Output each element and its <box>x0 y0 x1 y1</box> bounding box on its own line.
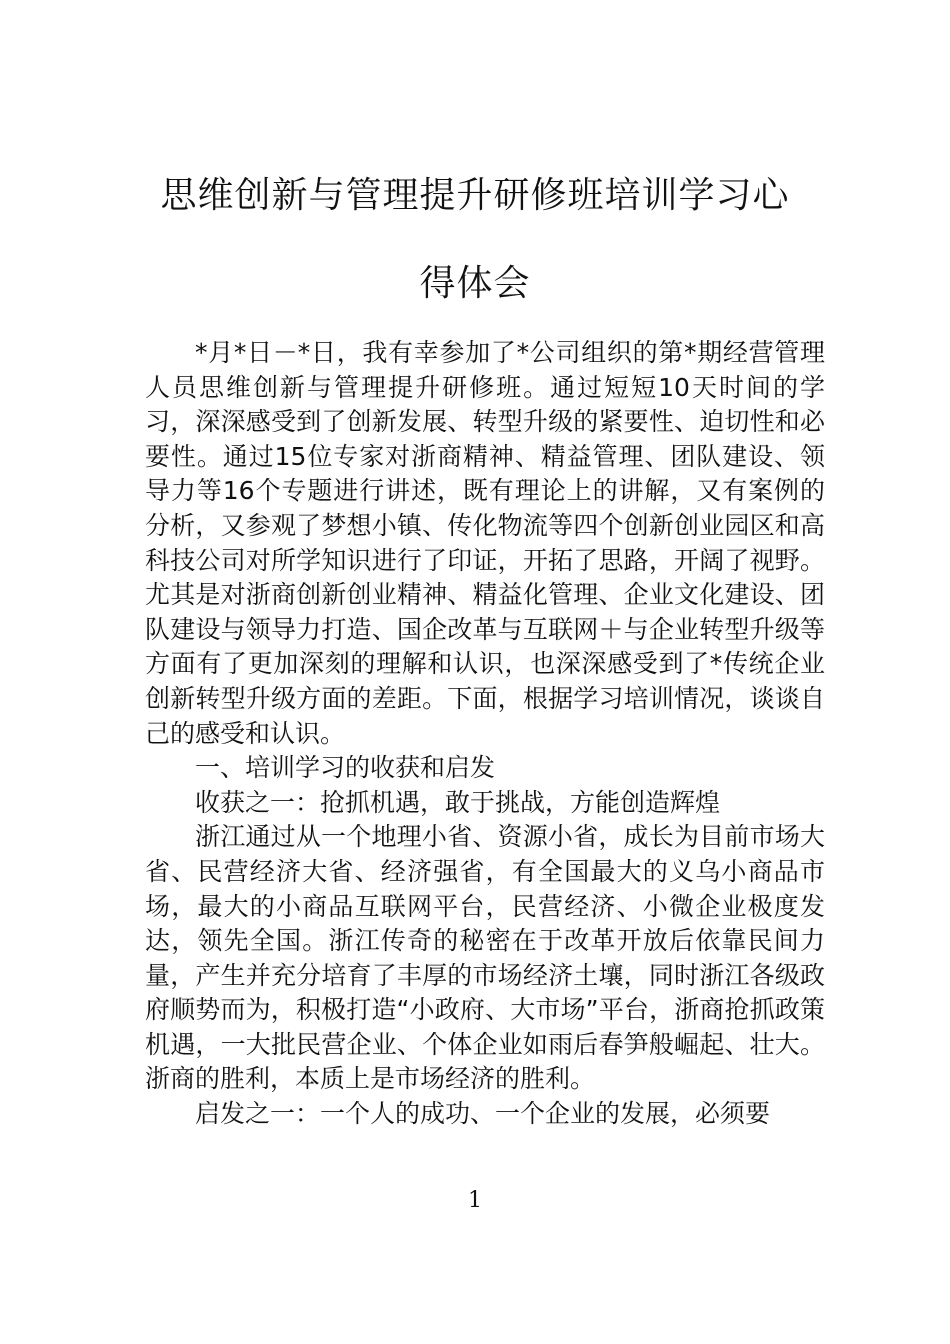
page-number: 1 <box>468 1188 482 1213</box>
subheading-gain-1: 收获之一：抢抓机遇，敢于挑战，方能创造辉煌 <box>195 787 721 817</box>
section-heading: 一、培训学习的收获和启发 <box>195 753 496 783</box>
intro-paragraph: *月*日－*日，我有幸参加了*公司组织的第*期经营管理人员思维创新与管理提升研修班。通过短短10天时间的学习，深深感受到了创新发展、转型升级的紧要性、迫切性和必要性。通过15位专家对浙商精神、精益管理、团队建设、领导力等16个专题进行讲述，既有理论上的讲解，又有案例的分析，又参观了梦想小镇、传化物流等四个创新创业园区和高科技公司对所学知识进行了印证，开拓了思路，开阔了视野。尤其是对浙商创新创业精神、精益化管理、企业文化建设、团队建设与领导力打造、国企改革与互联网＋与企业转型升级等方面有了更加深刻的理解和认识，也深深感受到了*传统企业创新转型升级方面的差距。下面，根据学习培训情况，谈谈自己的感受和认识。 <box>145 338 825 748</box>
subheading-insight-1: 启发之一：一个人的成功、一个企业的发展，必须要 <box>195 1099 771 1129</box>
body-paragraph: 浙江通过从一个地理小省、资源小省，成长为目前市场大省、民营经济大省、经济强省，有全国最大的义乌小商品市场，最大的小商品互联网平台，民营经济、小微企业极度发达，领先全国。浙江传奇的秘密在于改革开放后依靠民间力量，产生并充分培育了丰厚的市场经济土壤，同时浙江各级政府顺势而为，积极打造“小政府、大市场”平台，浙商抢抓政策机遇，一大批民营企业、个体企业如雨后春笋般崛起、壮大。浙商的胜利，本质上是市场经济的胜利。 <box>145 822 825 1094</box>
document-body <box>145 336 825 1132</box>
document-title: 思维创新与管理提升研修班培训学习心得体会 <box>160 175 790 304</box>
